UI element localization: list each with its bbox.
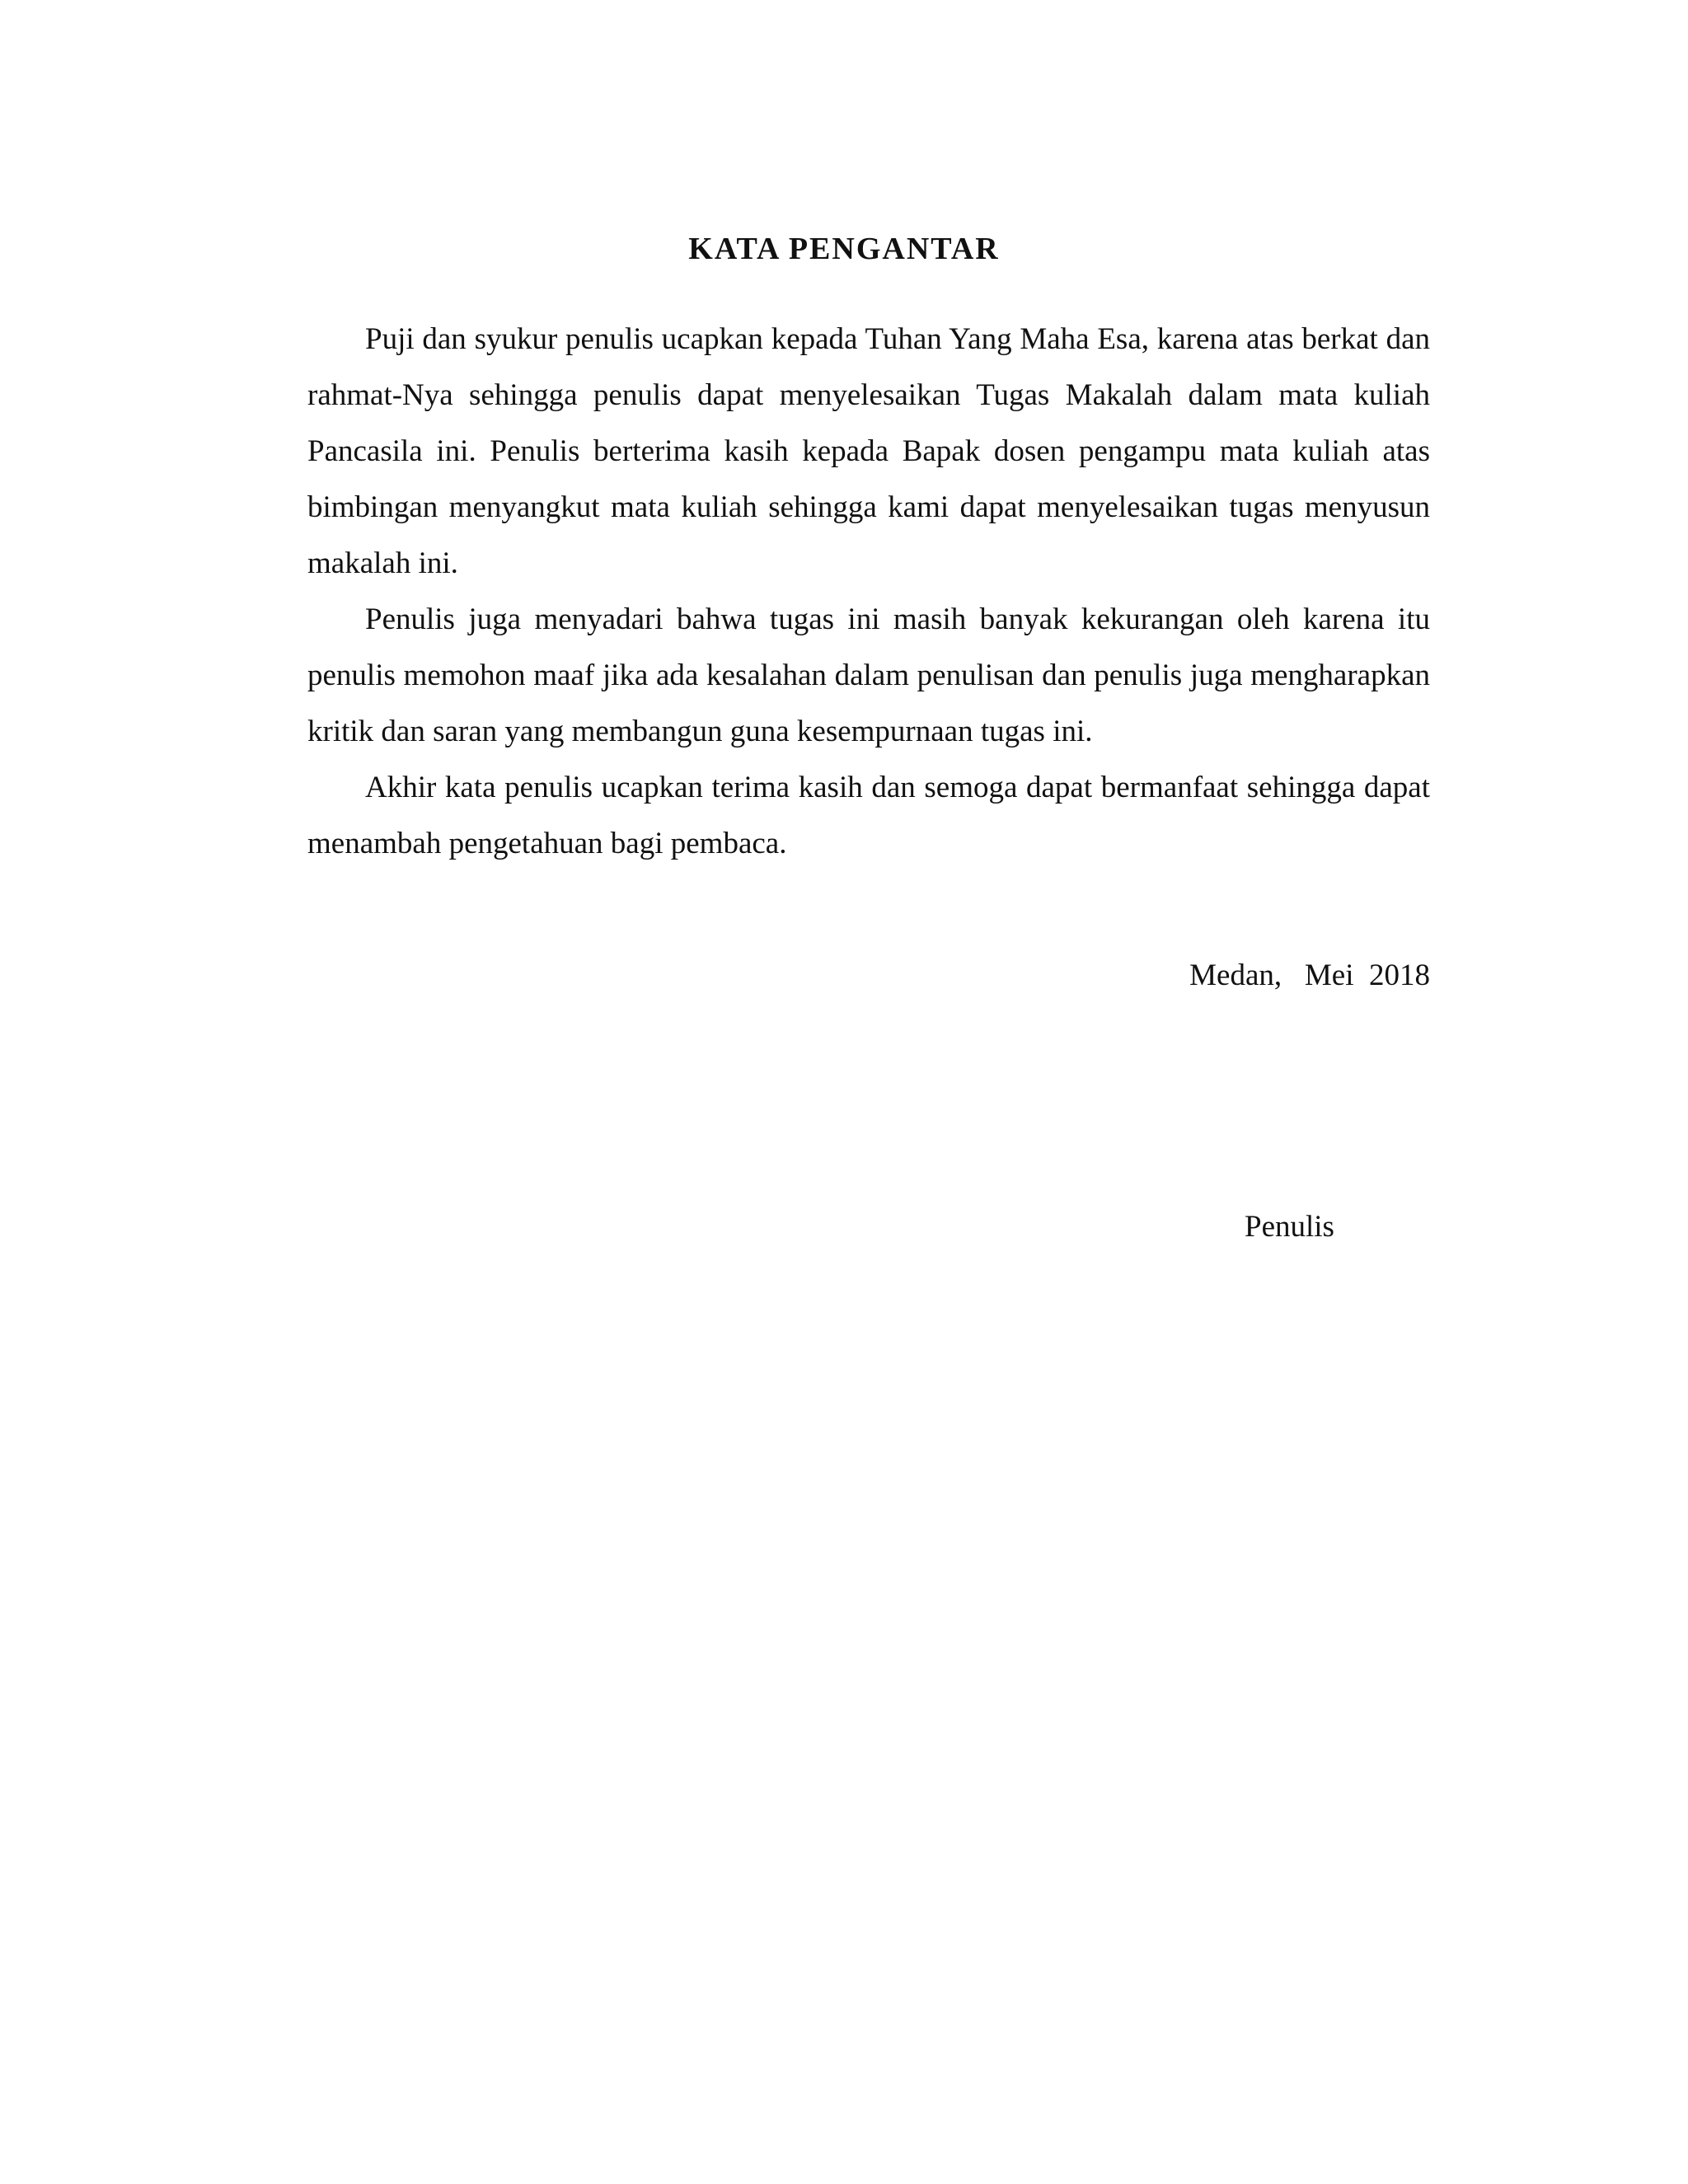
page-title: KATA PENGANTAR (688, 232, 1000, 266)
paragraph-1: Puji dan syukur penulis ucapkan kepada Tuhan Yang Maha Esa, karena atas berkat dan rahmat-Nya sehingga penulis dapat menyelesaikan Tugas Makalah dalam mata kuliah Pancasila ini. Penulis berterima kasih kepada Bapak dosen pengampu mata kuliah atas bimbingan menyangkut mata kuliah sehingga kami dapat menyelesaikan tugas menyusun makalah ini. (307, 322, 1430, 580)
place-date: Medan, Mei 2018 (1189, 958, 1430, 992)
paragraph-3: Akhir kata penulis ucapkan terima kasih dan semoga dapat bermanfaat sehingga dapat menambah pengetahuan bagi pembaca. (307, 771, 1430, 860)
paragraph-2: Penulis juga menyadari bahwa tugas ini masih banyak kekurangan oleh karena itu penulis memohon maaf jika ada kesalahan dalam penulisan dan penulis juga mengharapkan kritik dan saran yang membangun guna kesempurnaan tugas ini. (307, 602, 1430, 748)
signature-label: Penulis (1245, 1210, 1334, 1244)
document-body (307, 312, 1430, 872)
